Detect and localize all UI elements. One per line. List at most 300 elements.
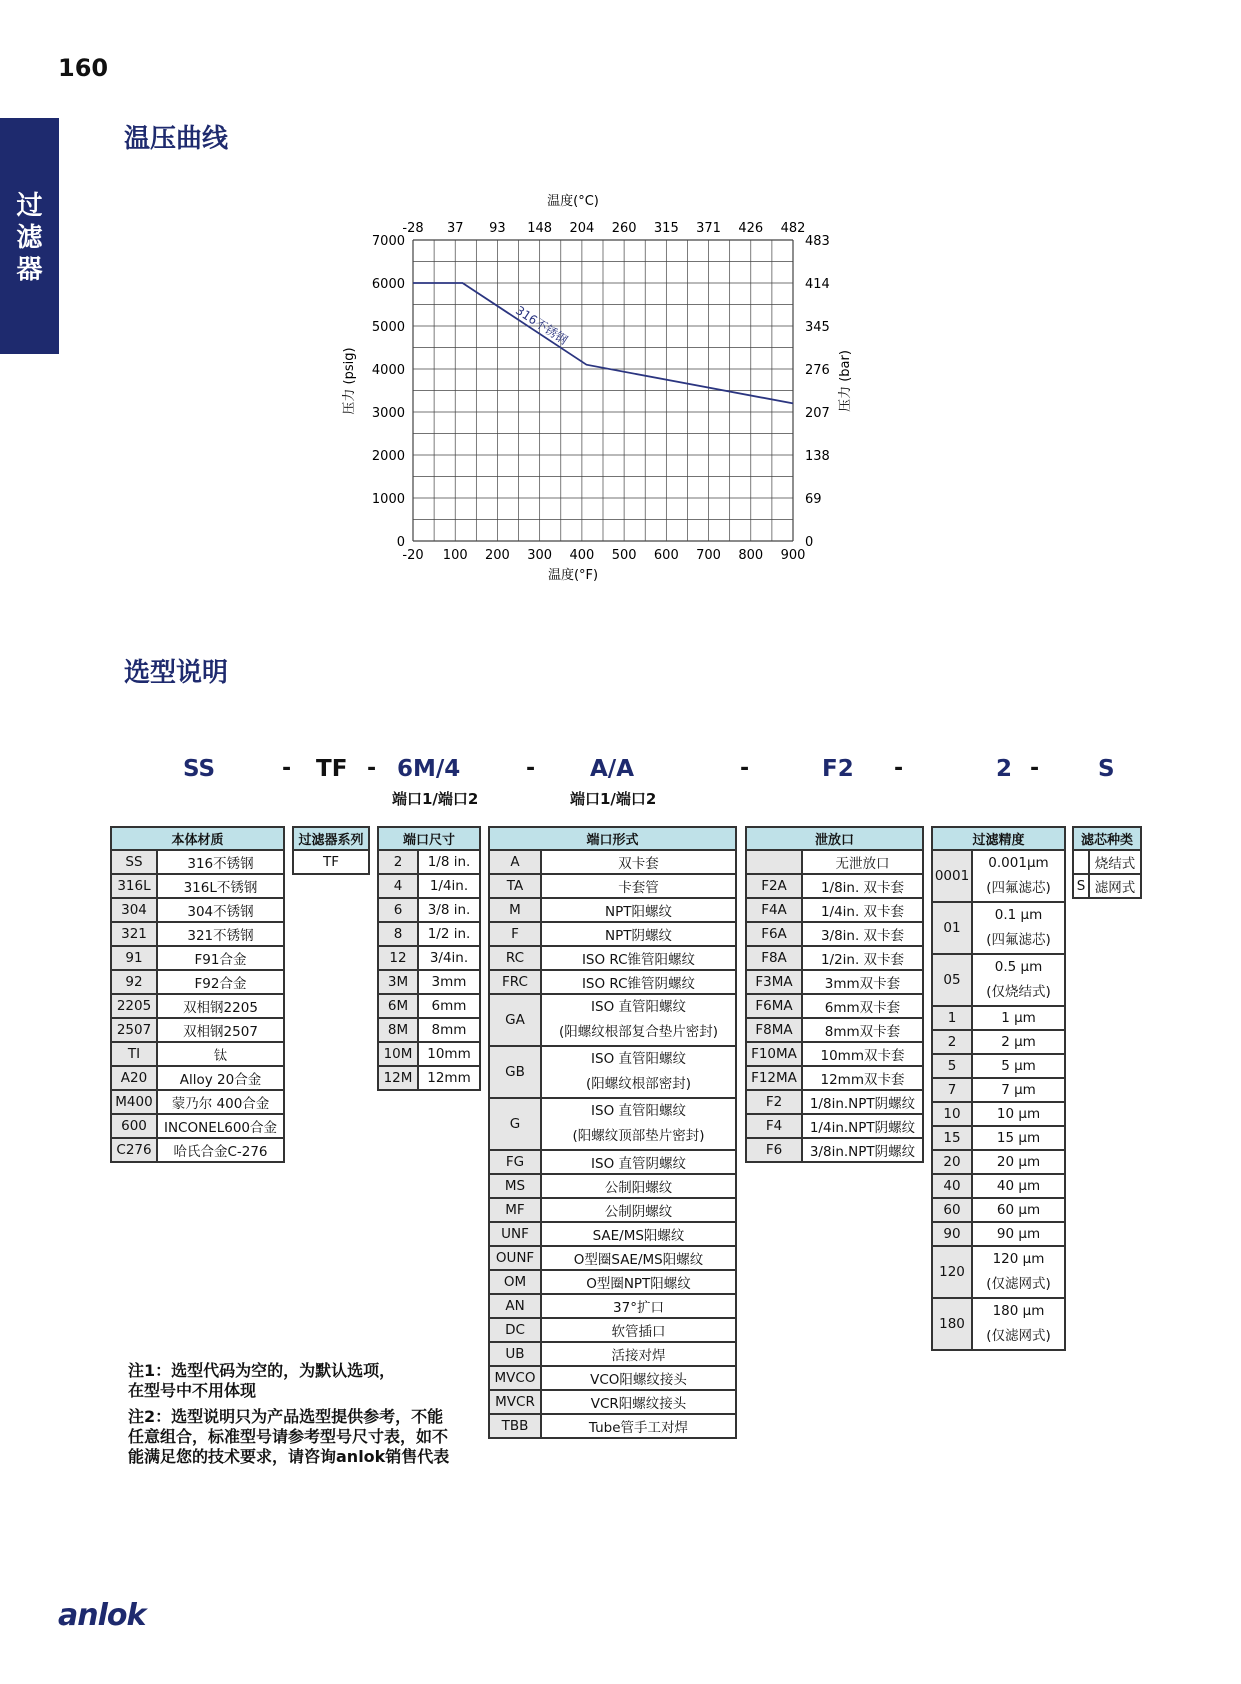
port-row [489, 1150, 736, 1174]
port-row [489, 1294, 736, 1318]
size-code: 4 [378, 874, 418, 898]
size-description: 3mm [418, 970, 480, 994]
port-description: VCO阳螺纹接头 [541, 1366, 736, 1390]
size-code: 2 [378, 850, 418, 874]
element-description: 滤网式 [1089, 874, 1141, 898]
material-row [111, 1042, 284, 1066]
size-description: 1/8 in. [418, 850, 480, 874]
element-code: S [1073, 874, 1089, 898]
precision-code: 5 [932, 1054, 972, 1078]
vent-header: 泄放口 [746, 827, 923, 850]
size-description: 10mm [418, 1042, 480, 1066]
side-tab [0, 118, 59, 354]
vent-row [746, 898, 923, 922]
right-tick-label: 483 [805, 234, 830, 249]
side-tab-char: 过 [16, 191, 43, 221]
code-dash: - [282, 756, 292, 781]
size-row [378, 898, 480, 922]
code-dash: - [894, 756, 904, 781]
port-code: UNF [489, 1222, 541, 1246]
material-description: 316不锈钢 [157, 850, 284, 874]
precision-description: 0.1 μm (四氟滤芯) [972, 902, 1065, 954]
material-description: INCONEL600合金 [157, 1114, 284, 1138]
vent-description: 6mm双卡套 [802, 994, 923, 1018]
size-row [378, 874, 480, 898]
vent-code: F2A [746, 874, 802, 898]
material-row [111, 922, 284, 946]
series-code: TF [293, 850, 369, 874]
port-description: 活接对焊 [541, 1342, 736, 1366]
port-row [489, 1222, 736, 1246]
precision-row [932, 1198, 1065, 1222]
left-tick-label: 5000 [371, 320, 405, 335]
port-description: SAE/MS阳螺纹 [541, 1222, 736, 1246]
material-row [111, 1066, 284, 1090]
port-code: FG [489, 1150, 541, 1174]
material-description: 321不锈钢 [157, 922, 284, 946]
port-row [489, 874, 736, 898]
port-code: GA [489, 994, 541, 1046]
right-tick-label: 414 [805, 277, 830, 292]
size-code: 12 [378, 946, 418, 970]
size-row [378, 970, 480, 994]
material-code: 304 [111, 898, 157, 922]
port-row [489, 922, 736, 946]
material-code: A20 [111, 1066, 157, 1090]
port-description: Tube管手工对焊 [541, 1414, 736, 1438]
left-tick-label: 7000 [371, 234, 405, 249]
top-tick-label: -28 [402, 221, 424, 236]
material-code: C276 [111, 1138, 157, 1162]
code-dash: - [1030, 756, 1040, 781]
note-2-line: 任意组合，标准型号请参考型号尺寸表，如不 [128, 1427, 449, 1446]
vent-code: F3MA [746, 970, 802, 994]
precision-header: 过滤精度 [932, 827, 1065, 850]
precision-code: 05 [932, 954, 972, 1006]
anlok-logo: anlok [58, 1598, 146, 1633]
vent-code: F12MA [746, 1066, 802, 1090]
size-description: 1/2 in. [418, 922, 480, 946]
series-header: 过滤器系列 [293, 827, 369, 850]
bottom-tick-label: 300 [527, 548, 553, 563]
port-description: ISO 直管阴螺纹 [541, 1150, 736, 1174]
vent-description: 1/4in.NPT阴螺纹 [802, 1114, 923, 1138]
precision-description: 180 μm (仅滤网式) [972, 1298, 1065, 1350]
material-code: 600 [111, 1114, 157, 1138]
bottom-tick-label: 200 [485, 548, 510, 563]
material-description: 蒙乃尔 400合金 [157, 1090, 284, 1114]
precision-row [932, 1150, 1065, 1174]
port-row [489, 1270, 736, 1294]
vent-code: F4 [746, 1114, 802, 1138]
port-row [489, 1198, 736, 1222]
port-type-table [488, 826, 737, 1439]
chart-grid [413, 240, 793, 541]
left-axis-label: 压力 (psig) [342, 347, 357, 415]
note-1-line: 在型号中不用体现 [128, 1381, 257, 1400]
port-code: MS [489, 1174, 541, 1198]
material-code: 2205 [111, 994, 157, 1018]
material-description: 双相钢2205 [157, 994, 284, 1018]
port-description: NPT阳螺纹 [541, 898, 736, 922]
vent-code: F2 [746, 1090, 802, 1114]
bottom-tick-label: 600 [653, 548, 679, 563]
vent-description: 8mm双卡套 [802, 1018, 923, 1042]
port-code: UB [489, 1342, 541, 1366]
vent-row [746, 1090, 923, 1114]
vent-row [746, 874, 923, 898]
element-table [1072, 826, 1142, 899]
port-row [489, 1390, 736, 1414]
series-row [293, 850, 369, 874]
size-code: 6M [378, 994, 418, 1018]
note-1 [128, 1361, 449, 1401]
size-row [378, 994, 480, 1018]
port-code: TA [489, 874, 541, 898]
right-tick-label: 69 [805, 492, 822, 507]
code-material: SS [183, 756, 216, 782]
top-tick-label: 204 [569, 221, 595, 236]
vent-description: 1/8in. 双卡套 [802, 874, 923, 898]
precision-row [932, 1126, 1065, 1150]
precision-code: 0001 [932, 850, 972, 902]
material-header: 本体材质 [111, 827, 284, 850]
code-dash: - [526, 756, 536, 781]
size-description: 3/4in. [418, 946, 480, 970]
vent-row [746, 1066, 923, 1090]
precision-code: 7 [932, 1078, 972, 1102]
right-tick-label: 138 [805, 449, 830, 464]
material-description: 哈氏合金C-276 [157, 1138, 284, 1162]
material-row [111, 1138, 284, 1162]
precision-row [932, 850, 1065, 902]
port-description: O型圈SAE/MS阳螺纹 [541, 1246, 736, 1270]
precision-code: 2 [932, 1030, 972, 1054]
precision-row [932, 954, 1065, 1006]
size-code: 10M [378, 1042, 418, 1066]
material-code: 316L [111, 874, 157, 898]
port-code: OM [489, 1270, 541, 1294]
vent-description: 1/2in. 双卡套 [802, 946, 923, 970]
left-tick-label: 3000 [371, 406, 405, 421]
top-axis-label: 温度(°C) [547, 194, 599, 209]
port-code: F [489, 922, 541, 946]
size-description: 8mm [418, 1018, 480, 1042]
top-tick-label: 37 [446, 221, 464, 236]
bottom-axis-label: 温度(°F) [547, 568, 599, 583]
size-row [378, 1042, 480, 1066]
code-precision: 2 [996, 756, 1013, 782]
precision-description: 1 μm [972, 1006, 1065, 1030]
material-row [111, 970, 284, 994]
vent-code: F6A [746, 922, 802, 946]
material-code: TI [111, 1042, 157, 1066]
vent-row [746, 922, 923, 946]
bottom-tick-label: 900 [780, 548, 806, 563]
precision-table [931, 826, 1066, 1351]
vent-code: F8A [746, 946, 802, 970]
vent-row [746, 1114, 923, 1138]
port-code: G [489, 1098, 541, 1150]
code-series: TF [316, 756, 348, 782]
right-tick-label: 345 [805, 320, 830, 335]
bottom-tick-label: 800 [738, 548, 764, 563]
top-tick-label: 315 [653, 221, 679, 236]
port-row [489, 898, 736, 922]
precision-row [932, 1222, 1065, 1246]
port-code: FRC [489, 970, 541, 994]
right-axis-label: 压力 (bar) [838, 350, 853, 412]
vent-row [746, 970, 923, 994]
port-row [489, 1414, 736, 1438]
series-table [292, 826, 370, 875]
vent-description: 12mm双卡套 [802, 1066, 923, 1090]
port-row [489, 970, 736, 994]
vent-row [746, 1018, 923, 1042]
precision-code: 60 [932, 1198, 972, 1222]
port-row [489, 1342, 736, 1366]
precision-description: 2 μm [972, 1030, 1065, 1054]
material-row [111, 994, 284, 1018]
element-header: 滤芯种类 [1073, 827, 1141, 850]
vent-row [746, 850, 923, 874]
port-description: O型圈NPT阳螺纹 [541, 1270, 736, 1294]
material-code: 321 [111, 922, 157, 946]
note-1-line: 注1：选型代码为空的，为默认选项， [128, 1361, 396, 1380]
size-row [378, 922, 480, 946]
material-description: F92合金 [157, 970, 284, 994]
size-row [378, 1018, 480, 1042]
note-2 [128, 1407, 449, 1467]
element-description: 烧结式 [1089, 850, 1141, 874]
precision-description: 10 μm [972, 1102, 1065, 1126]
code-sub-label-port: 端口1/端口2 [570, 790, 657, 808]
port-row [489, 994, 736, 1046]
vent-table [745, 826, 924, 1163]
vent-row [746, 994, 923, 1018]
top-tick-label: 371 [696, 221, 721, 236]
precision-code: 120 [932, 1246, 972, 1298]
vent-description: 3mm双卡套 [802, 970, 923, 994]
material-description: 双相钢2507 [157, 1018, 284, 1042]
size-row [378, 1066, 480, 1090]
port-description: 公制阳螺纹 [541, 1174, 736, 1198]
material-row [111, 874, 284, 898]
material-description: Alloy 20合金 [157, 1066, 284, 1090]
port-description: 双卡套 [541, 850, 736, 874]
vent-code: F6 [746, 1138, 802, 1162]
precision-description: 20 μm [972, 1150, 1065, 1174]
precision-row [932, 1006, 1065, 1030]
material-code: M400 [111, 1090, 157, 1114]
size-code: 3M [378, 970, 418, 994]
port-code: OUNF [489, 1246, 541, 1270]
port-row [489, 1046, 736, 1098]
code-vent: F2 [822, 756, 854, 782]
precision-description: 0.5 μm (仅烧结式) [972, 954, 1065, 1006]
precision-row [932, 1054, 1065, 1078]
right-tick-label: 0 [805, 535, 814, 550]
port-description: 软管插口 [541, 1318, 736, 1342]
precision-description: 15 μm [972, 1126, 1065, 1150]
material-row [111, 1114, 284, 1138]
material-row [111, 850, 284, 874]
precision-row [932, 1030, 1065, 1054]
port-row [489, 1174, 736, 1198]
material-row [111, 1018, 284, 1042]
precision-code: 40 [932, 1174, 972, 1198]
port-description: 卡套管 [541, 874, 736, 898]
port-row [489, 1318, 736, 1342]
size-code: 6 [378, 898, 418, 922]
material-description: 钛 [157, 1042, 284, 1066]
size-row [378, 946, 480, 970]
precision-code: 20 [932, 1150, 972, 1174]
port-code: TBB [489, 1414, 541, 1438]
element-row [1073, 850, 1141, 874]
precision-code: 1 [932, 1006, 972, 1030]
section-title-curve: 温压曲线 [124, 124, 229, 154]
left-tick-label: 4000 [371, 363, 405, 378]
vent-description: 3/8in.NPT阴螺纹 [802, 1138, 923, 1162]
size-description: 1/4in. [418, 874, 480, 898]
vent-code: F4A [746, 898, 802, 922]
port-description: ISO RC锥管阳螺纹 [541, 946, 736, 970]
vent-code: F6MA [746, 994, 802, 1018]
port-code: M [489, 898, 541, 922]
material-description: F91合金 [157, 946, 284, 970]
left-tick-label: 6000 [371, 277, 405, 292]
precision-description: 40 μm [972, 1174, 1065, 1198]
port-description: ISO 直管阳螺纹 (阳螺纹根部复合垫片密封) [541, 994, 736, 1046]
note-2-line: 能满足您的技术要求，请咨询anlok销售代表 [128, 1447, 450, 1466]
vent-description: 1/8in.NPT阴螺纹 [802, 1090, 923, 1114]
code-dash: - [367, 756, 377, 781]
left-tick-label: 0 [396, 535, 405, 550]
material-description: 316L不锈钢 [157, 874, 284, 898]
size-header: 端口尺寸 [378, 827, 480, 850]
size-code: 8M [378, 1018, 418, 1042]
size-code: 8 [378, 922, 418, 946]
port-row [489, 850, 736, 874]
vent-description: 10mm双卡套 [802, 1042, 923, 1066]
vent-description: 无泄放口 [802, 850, 923, 874]
chart-ticks [372, 221, 830, 563]
vent-row [746, 946, 923, 970]
precision-description: 5 μm [972, 1054, 1065, 1078]
material-row [111, 946, 284, 970]
left-tick-label: 2000 [371, 449, 405, 464]
port-description: ISO 直管阳螺纹 (阳螺纹顶部垫片密封) [541, 1098, 736, 1150]
size-code: 12M [378, 1066, 418, 1090]
precision-code: 15 [932, 1126, 972, 1150]
series-label: 316不锈钢 [513, 303, 571, 348]
top-tick-label: 93 [489, 221, 506, 236]
code-sub-label-size: 端口1/端口2 [392, 790, 479, 808]
code-dash: - [740, 756, 750, 781]
bottom-tick-label: 700 [696, 548, 721, 563]
port-description: 37°扩口 [541, 1294, 736, 1318]
port-code: MVCR [489, 1390, 541, 1414]
port-code: AN [489, 1294, 541, 1318]
port-code: RC [489, 946, 541, 970]
vent-description: 3/8in. 双卡套 [802, 922, 923, 946]
right-tick-label: 207 [805, 406, 830, 421]
precision-row [932, 1174, 1065, 1198]
port-description: 公制阴螺纹 [541, 1198, 736, 1222]
code-size: 6M/4 [397, 756, 461, 782]
precision-description: 7 μm [972, 1078, 1065, 1102]
port-row [489, 1366, 736, 1390]
side-tab-char: 滤 [16, 223, 43, 253]
port-description: VCR阳螺纹接头 [541, 1390, 736, 1414]
top-tick-label: 426 [738, 221, 764, 236]
precision-description: 0.001μm (四氟滤芯) [972, 850, 1065, 902]
size-description: 12mm [418, 1066, 480, 1090]
material-row [111, 1090, 284, 1114]
top-tick-label: 482 [780, 221, 806, 236]
page-number: 160 [58, 54, 109, 82]
material-table [110, 826, 285, 1163]
material-code: SS [111, 850, 157, 874]
port-description: ISO RC锥管阴螺纹 [541, 970, 736, 994]
vent-description: 1/4in. 双卡套 [802, 898, 923, 922]
precision-description: 60 μm [972, 1198, 1065, 1222]
precision-description: 120 μm (仅滤网式) [972, 1246, 1065, 1298]
port-code: A [489, 850, 541, 874]
port-code: GB [489, 1046, 541, 1098]
size-row [378, 850, 480, 874]
temperature-pressure-chart [330, 185, 890, 595]
bottom-tick-label: -20 [402, 548, 424, 563]
port-row [489, 1098, 736, 1150]
left-tick-label: 1000 [371, 492, 405, 507]
port-description: ISO 直管阳螺纹 (阳螺纹根部密封) [541, 1046, 736, 1098]
size-table [377, 826, 481, 1091]
section-title-selection: 选型说明 [124, 658, 229, 688]
precision-row [932, 1298, 1065, 1350]
port-header: 端口形式 [489, 827, 736, 850]
material-code: 2507 [111, 1018, 157, 1042]
element-row [1073, 874, 1141, 898]
side-tab-char: 器 [16, 255, 43, 285]
material-description: 304不锈钢 [157, 898, 284, 922]
right-tick-label: 276 [805, 363, 830, 378]
bottom-tick-label: 400 [569, 548, 595, 563]
precision-row [932, 1102, 1065, 1126]
precision-code: 10 [932, 1102, 972, 1126]
vent-code: F10MA [746, 1042, 802, 1066]
material-code: 92 [111, 970, 157, 994]
top-tick-label: 260 [611, 221, 637, 236]
port-code: MVCO [489, 1366, 541, 1390]
precision-row [932, 1078, 1065, 1102]
note-2-line: 注2：选型说明只为产品选型提供参考，不能 [128, 1407, 444, 1426]
size-description: 6mm [418, 994, 480, 1018]
code-element: S [1098, 756, 1115, 782]
bottom-tick-label: 100 [442, 548, 468, 563]
vent-code: F8MA [746, 1018, 802, 1042]
vent-code [746, 850, 802, 874]
precision-row [932, 902, 1065, 954]
precision-code: 90 [932, 1222, 972, 1246]
size-description: 3/8 in. [418, 898, 480, 922]
notes [128, 1361, 449, 1473]
precision-description: 90 μm [972, 1222, 1065, 1246]
port-code: DC [489, 1318, 541, 1342]
precision-row [932, 1246, 1065, 1298]
precision-code: 180 [932, 1298, 972, 1350]
